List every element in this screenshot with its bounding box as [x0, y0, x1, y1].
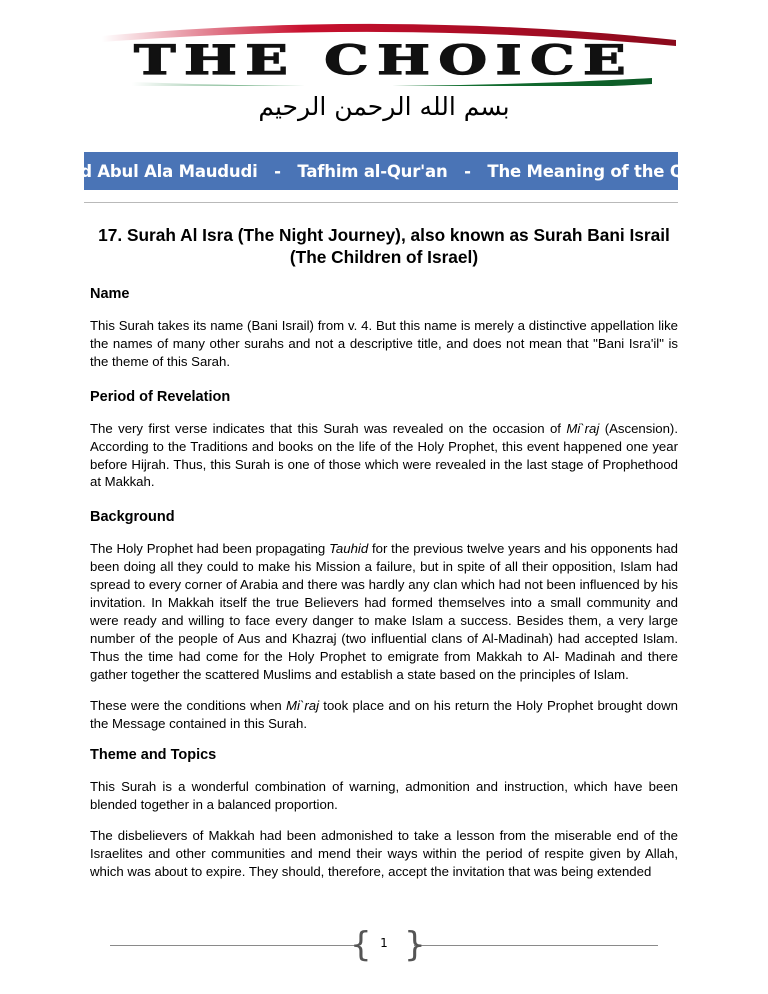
- italic-term: Mi`raj: [286, 697, 319, 713]
- surah-title-line-1: 17. Surah Al Isra (The Night Journey), also known as Surah Bani Israil: [98, 225, 670, 245]
- theme-paragraph-1: This Surah is a wonderful combination of warning, admonition and instruction, which have been blended together in a balanced proportion.: [90, 779, 678, 813]
- surah-title: [90, 224, 678, 268]
- text-run: for the previous twelve years and his opponents had been doing all they could to make his Mission a failure, but in spite of all their opposition, Islam had spread to every corner of Arabia and there was hardly any clan which had not been influenced by his invitation. In Makkah itself the true Believers had formed themselves into a small community and were ready and willing to face every danger to make Islam a success. Besides them, a very large number of the people of Aus and Khazraj (two influential clans of Al-Madinah) had accepted Islam. Thus the time had come for the Holy Prophet to emigrate from Makkah to Al- Madinah and there gather together the scattered Muslims and establish a state based on the principles of Islam.: [90, 541, 678, 682]
- name-paragraph: This Surah takes its name (Bani Israil) from v. 4. But this name is merely a distinctive appellation like the names of many other surahs and not a descriptive title, and does not mean that "Bani Isra'il" is the theme of this Sarah.: [90, 318, 678, 369]
- document-body: [90, 224, 678, 894]
- italic-term: Tauhid: [329, 541, 369, 557]
- theme-paragraph-2: The disbelievers of Makkah had been admonished to take a lesson from the miserable end of the Israelites and other communities and mend their ways within the period of respite given by Allah, which was about to expire. They should, therefore, accept the invitation that was being extended: [90, 828, 678, 880]
- text-run: The Holy Prophet had been propagating: [90, 541, 330, 557]
- background-paragraph-2: [90, 697, 678, 733]
- section-heading-background: Background: [90, 509, 175, 526]
- footer-brace-left: {: [350, 925, 372, 965]
- section-heading-name: Name: [90, 286, 130, 302]
- surah-title-line-2: (The Children of Israel): [289, 247, 479, 267]
- header-banner: Sayyid Abul Ala Maududi - Tafhim al-Qur'an - The Meaning of the Qur'an: [84, 152, 678, 190]
- section-heading-theme: Theme and Topics: [90, 747, 217, 764]
- text-run: The very first verse indicates that this Surah was revealed on the occasion of: [90, 420, 567, 436]
- the-choice-logo: [92, 14, 676, 86]
- page-number: 1: [380, 936, 388, 950]
- text-run: took place and on his return the Holy Prophet brought down the Message contained in this Surah.: [90, 697, 679, 731]
- revelation-paragraph: [90, 420, 678, 492]
- bismillah: بسم الله الرحمن الرحيم: [258, 92, 510, 121]
- logo-text: THE CHOICE: [134, 37, 634, 84]
- footer-brace-right: }: [404, 925, 426, 965]
- footer-rule-right: [414, 945, 658, 946]
- italic-term: Mi`raj: [566, 420, 600, 436]
- divider: [84, 202, 678, 203]
- text-run: These were the conditions when: [90, 697, 287, 713]
- section-heading-revelation: Period of Revelation: [90, 388, 231, 405]
- footer-rule-left: [110, 945, 356, 946]
- background-paragraph-1: [90, 540, 678, 683]
- text-run: (Ascension). According to the Traditions and books on the life of the Holy Prophet, this event happened one year before Hijrah. Thus, this Surah is one of those which were revealed in the last stage of Prophethood at Makkah.: [90, 420, 678, 490]
